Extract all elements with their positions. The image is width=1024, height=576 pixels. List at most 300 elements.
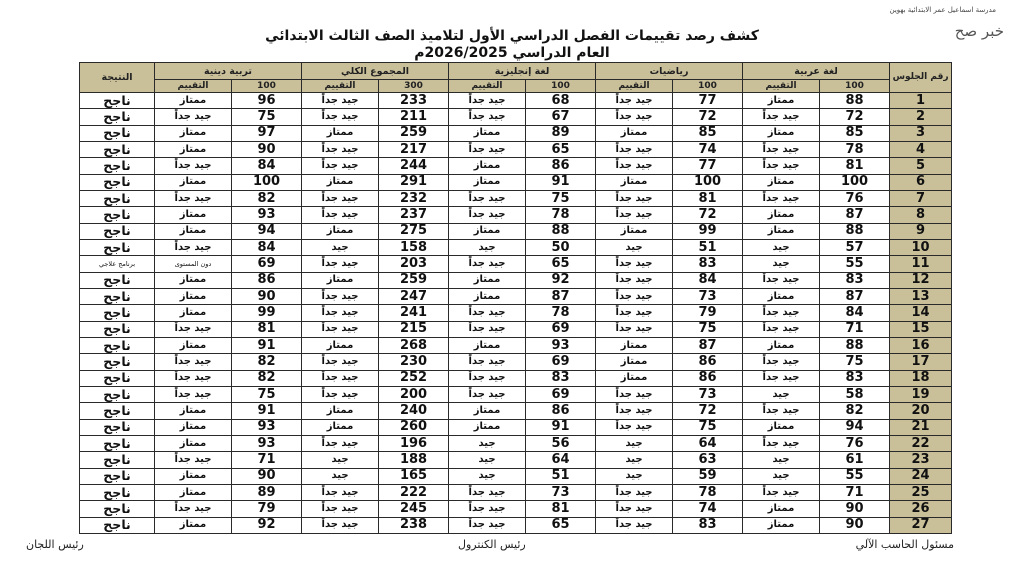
english-grade-cell: جيد جداً xyxy=(449,354,526,370)
seat-number-cell: 23 xyxy=(890,452,952,468)
math-score-cell: 83 xyxy=(673,517,743,533)
religion-grade-cell: ممتاز xyxy=(155,468,232,484)
math-score-cell: 79 xyxy=(673,305,743,321)
religion-score-cell: 91 xyxy=(232,337,302,353)
result-cell: ناجح xyxy=(80,419,155,435)
seat-number-header: رقم الجلوس xyxy=(890,63,952,93)
religion-score-cell: 90 xyxy=(232,141,302,157)
math-grade-cell: ممتاز xyxy=(596,337,673,353)
seat-number-cell: 6 xyxy=(890,174,952,190)
table-row xyxy=(80,125,952,141)
religion-grade-cell: ممتاز xyxy=(155,288,232,304)
arabic-grade-cell: ممتاز xyxy=(743,174,820,190)
seat-number-cell: 4 xyxy=(890,141,952,157)
table-row xyxy=(80,370,952,386)
math-grade-cell: جيد جداً xyxy=(596,288,673,304)
table-row xyxy=(80,419,952,435)
math-grade-cell: جيد جداً xyxy=(596,386,673,402)
arabic-grade-cell: ممتاز xyxy=(743,207,820,223)
english-grade-cell: جيد جداً xyxy=(449,305,526,321)
arabic-score-cell: 83 xyxy=(820,370,890,386)
result-cell: ناجح xyxy=(80,109,155,125)
english-score-cell: 69 xyxy=(526,386,596,402)
result-cell: ناجح xyxy=(80,288,155,304)
total-grade-cell: ممتاز xyxy=(302,419,379,435)
arabic-grade-cell: جيد جداً xyxy=(743,141,820,157)
math-score-cell: 86 xyxy=(673,354,743,370)
arabic-grade-cell: جيد جداً xyxy=(743,403,820,419)
total-score-cell: 233 xyxy=(379,93,449,109)
result-cell: ناجح xyxy=(80,501,155,517)
seat-number-cell: 9 xyxy=(890,223,952,239)
table-row xyxy=(80,484,952,500)
religion-score-cell: 93 xyxy=(232,207,302,223)
english-grade-cell: جيد جداً xyxy=(449,256,526,272)
grade-header: التقييم xyxy=(155,80,232,93)
english-grade-cell: جيد جداً xyxy=(449,207,526,223)
total-grade-cell: جيد جداً xyxy=(302,484,379,500)
arabic-grade-cell: جيد xyxy=(743,452,820,468)
seat-number-cell: 16 xyxy=(890,337,952,353)
table-row xyxy=(80,386,952,402)
total-grade-cell: جيد جداً xyxy=(302,305,379,321)
result-cell: ناجح xyxy=(80,190,155,206)
total-score-cell: 252 xyxy=(379,370,449,386)
math-grade-cell: جيد xyxy=(596,452,673,468)
religion-grade-cell: ممتاز xyxy=(155,337,232,353)
math-grade-cell: جيد xyxy=(596,468,673,484)
arabic-score-cell: 55 xyxy=(820,256,890,272)
total-grade-cell: جيد xyxy=(302,468,379,484)
total-score-cell: 238 xyxy=(379,517,449,533)
total-grade-cell: ممتاز xyxy=(302,272,379,288)
religion-score-cell: 92 xyxy=(232,517,302,533)
math-score-cell: 99 xyxy=(673,223,743,239)
table-row xyxy=(80,501,952,517)
religion-score-cell: 99 xyxy=(232,305,302,321)
religion-grade-cell: ممتاز xyxy=(155,272,232,288)
result-cell: ناجح xyxy=(80,272,155,288)
math-score-cell: 75 xyxy=(673,419,743,435)
religion-score-cell: 91 xyxy=(232,403,302,419)
religion-score-cell: 84 xyxy=(232,239,302,255)
english-score-cell: 89 xyxy=(526,125,596,141)
arabic-grade-cell: جيد جداً xyxy=(743,272,820,288)
total-grade-cell: ممتاز xyxy=(302,337,379,353)
religion-grade-cell: دون المستوى xyxy=(155,256,232,272)
math-grade-cell: جيد جداً xyxy=(596,272,673,288)
result-cell: ناجح xyxy=(80,321,155,337)
math-grade-cell: ممتاز xyxy=(596,223,673,239)
religion-score-cell: 93 xyxy=(232,419,302,435)
math-score-cell: 85 xyxy=(673,125,743,141)
religion-score-cell: 71 xyxy=(232,452,302,468)
religion-score-cell: 82 xyxy=(232,370,302,386)
english-grade-cell: ممتاز xyxy=(449,174,526,190)
result-cell: ناجح xyxy=(80,337,155,353)
math-score-cell: 81 xyxy=(673,190,743,206)
religion-score-cell: 69 xyxy=(232,256,302,272)
page-title: كشف رصد تقييمات الفصل الدراسي الأول لتلاميذ الصف الثالث الابتدائي xyxy=(265,28,759,44)
english-score-cell: 68 xyxy=(526,93,596,109)
seat-number-cell: 17 xyxy=(890,354,952,370)
english-score-cell: 65 xyxy=(526,256,596,272)
religion-grade-cell: ممتاز xyxy=(155,517,232,533)
table-row xyxy=(80,158,952,174)
total-grade-cell: جيد جداً xyxy=(302,435,379,451)
religion-grade-cell: ممتاز xyxy=(155,125,232,141)
religion-grade-cell: ممتاز xyxy=(155,174,232,190)
total-grade-cell: جيد جداً xyxy=(302,93,379,109)
english-grade-cell: جيد جداً xyxy=(449,517,526,533)
religion-score-cell: 94 xyxy=(232,223,302,239)
seat-number-cell: 11 xyxy=(890,256,952,272)
academic-year: العام الدراسي 2026/2025م xyxy=(414,45,610,61)
committees-head-signature: رئيس اللجان xyxy=(26,538,84,551)
math-score-cell: 84 xyxy=(673,272,743,288)
math-score-cell: 86 xyxy=(673,370,743,386)
arabic-grade-cell: جيد xyxy=(743,256,820,272)
math-grade-cell: جيد xyxy=(596,239,673,255)
total-score-cell: 259 xyxy=(379,125,449,141)
table-row xyxy=(80,288,952,304)
math-grade-cell: ممتاز xyxy=(596,125,673,141)
math-score-cell: 59 xyxy=(673,468,743,484)
math-score-cell: 72 xyxy=(673,207,743,223)
table-row xyxy=(80,256,952,272)
grade-header: التقييم xyxy=(449,80,526,93)
subject-header-math: رياضيات xyxy=(596,63,743,80)
math-grade-cell: جيد جداً xyxy=(596,158,673,174)
arabic-score-cell: 88 xyxy=(820,93,890,109)
total-grade-cell: جيد xyxy=(302,239,379,255)
religion-grade-cell: ممتاز xyxy=(155,403,232,419)
english-score-cell: 75 xyxy=(526,190,596,206)
english-score-cell: 50 xyxy=(526,239,596,255)
arabic-score-cell: 58 xyxy=(820,386,890,402)
religion-grade-cell: جيد جداً xyxy=(155,239,232,255)
math-score-cell: 74 xyxy=(673,141,743,157)
max-score-header: 300 xyxy=(379,80,449,93)
arabic-grade-cell: ممتاز xyxy=(743,288,820,304)
result-cell: ناجح xyxy=(80,435,155,451)
arabic-grade-cell: جيد جداً xyxy=(743,158,820,174)
arabic-score-cell: 88 xyxy=(820,223,890,239)
seat-number-cell: 1 xyxy=(890,93,952,109)
religion-grade-cell: جيد جداً xyxy=(155,386,232,402)
arabic-score-cell: 87 xyxy=(820,207,890,223)
total-grade-cell: جيد جداً xyxy=(302,354,379,370)
total-score-cell: 244 xyxy=(379,158,449,174)
math-score-cell: 72 xyxy=(673,403,743,419)
site-watermark: خبر صح xyxy=(954,22,1004,40)
total-score-cell: 275 xyxy=(379,223,449,239)
arabic-grade-cell: ممتاز xyxy=(743,337,820,353)
seat-number-cell: 14 xyxy=(890,305,952,321)
math-grade-cell: ممتاز xyxy=(596,354,673,370)
english-grade-cell: جيد xyxy=(449,435,526,451)
english-grade-cell: ممتاز xyxy=(449,403,526,419)
computer-officer-signature: مسئول الحاسب الآلي xyxy=(855,538,954,551)
math-score-cell: 63 xyxy=(673,452,743,468)
total-grade-cell: جيد جداً xyxy=(302,370,379,386)
total-score-cell: 247 xyxy=(379,288,449,304)
total-score-cell: 217 xyxy=(379,141,449,157)
grade-header: التقييم xyxy=(596,80,673,93)
max-score-header: 100 xyxy=(820,80,890,93)
english-grade-cell: جيد xyxy=(449,239,526,255)
math-score-cell: 74 xyxy=(673,501,743,517)
total-grade-cell: ممتاز xyxy=(302,403,379,419)
arabic-score-cell: 76 xyxy=(820,190,890,206)
seat-number-cell: 25 xyxy=(890,484,952,500)
total-grade-cell: جيد جداً xyxy=(302,256,379,272)
total-grade-cell: جيد جداً xyxy=(302,158,379,174)
english-grade-cell: ممتاز xyxy=(449,272,526,288)
grade-header: التقييم xyxy=(743,80,820,93)
arabic-score-cell: 90 xyxy=(820,517,890,533)
religion-score-cell: 82 xyxy=(232,354,302,370)
math-score-cell: 75 xyxy=(673,321,743,337)
arabic-score-cell: 61 xyxy=(820,452,890,468)
table-row xyxy=(80,272,952,288)
religion-grade-cell: جيد جداً xyxy=(155,354,232,370)
table-row xyxy=(80,190,952,206)
religion-grade-cell: ممتاز xyxy=(155,141,232,157)
result-cell: ناجح xyxy=(80,125,155,141)
religion-grade-cell: ممتاز xyxy=(155,419,232,435)
seat-number-cell: 24 xyxy=(890,468,952,484)
total-score-cell: 237 xyxy=(379,207,449,223)
arabic-grade-cell: جيد xyxy=(743,468,820,484)
english-grade-cell: جيد xyxy=(449,468,526,484)
religion-grade-cell: جيد جداً xyxy=(155,109,232,125)
arabic-grade-cell: جيد جداً xyxy=(743,321,820,337)
result-cell: ناجح xyxy=(80,174,155,190)
seat-number-cell: 7 xyxy=(890,190,952,206)
english-grade-cell: جيد جداً xyxy=(449,484,526,500)
english-score-cell: 93 xyxy=(526,337,596,353)
total-grade-cell: ممتاز xyxy=(302,223,379,239)
arabic-score-cell: 81 xyxy=(820,158,890,174)
english-score-cell: 64 xyxy=(526,452,596,468)
religion-grade-cell: ممتاز xyxy=(155,93,232,109)
math-grade-cell: جيد جداً xyxy=(596,321,673,337)
english-grade-cell: ممتاز xyxy=(449,419,526,435)
seat-number-cell: 10 xyxy=(890,239,952,255)
math-grade-cell: جيد جداً xyxy=(596,93,673,109)
arabic-score-cell: 75 xyxy=(820,354,890,370)
total-score-cell: 245 xyxy=(379,501,449,517)
table-row xyxy=(80,403,952,419)
grade-header: التقييم xyxy=(302,80,379,93)
math-score-cell: 77 xyxy=(673,158,743,174)
math-score-cell: 100 xyxy=(673,174,743,190)
english-score-cell: 91 xyxy=(526,174,596,190)
english-score-cell: 86 xyxy=(526,403,596,419)
seat-number-cell: 26 xyxy=(890,501,952,517)
table-row xyxy=(80,452,952,468)
english-grade-cell: جيد جداً xyxy=(449,501,526,517)
math-score-cell: 51 xyxy=(673,239,743,255)
religion-score-cell: 84 xyxy=(232,158,302,174)
english-grade-cell: جيد جداً xyxy=(449,93,526,109)
math-score-cell: 83 xyxy=(673,256,743,272)
table-row xyxy=(80,435,952,451)
english-score-cell: 69 xyxy=(526,321,596,337)
math-grade-cell: جيد جداً xyxy=(596,419,673,435)
arabic-score-cell: 57 xyxy=(820,239,890,255)
table-row xyxy=(80,321,952,337)
total-score-cell: 230 xyxy=(379,354,449,370)
religion-grade-cell: جيد جداً xyxy=(155,158,232,174)
english-grade-cell: ممتاز xyxy=(449,158,526,174)
math-grade-cell: جيد جداً xyxy=(596,501,673,517)
math-grade-cell: جيد جداً xyxy=(596,256,673,272)
english-grade-cell: جيد جداً xyxy=(449,386,526,402)
result-cell: ناجح xyxy=(80,223,155,239)
result-cell: ناجح xyxy=(80,141,155,157)
arabic-score-cell: 90 xyxy=(820,501,890,517)
total-grade-cell: جيد جداً xyxy=(302,501,379,517)
arabic-score-cell: 55 xyxy=(820,468,890,484)
religion-score-cell: 90 xyxy=(232,288,302,304)
table-row xyxy=(80,223,952,239)
math-score-cell: 64 xyxy=(673,435,743,451)
result-cell: ناجح xyxy=(80,207,155,223)
english-score-cell: 73 xyxy=(526,484,596,500)
religion-score-cell: 82 xyxy=(232,190,302,206)
result-cell: ناجح xyxy=(80,484,155,500)
religion-grade-cell: ممتاز xyxy=(155,207,232,223)
total-score-cell: 240 xyxy=(379,403,449,419)
religion-score-cell: 79 xyxy=(232,501,302,517)
math-grade-cell: جيد جداً xyxy=(596,403,673,419)
english-score-cell: 81 xyxy=(526,501,596,517)
arabic-grade-cell: جيد جداً xyxy=(743,190,820,206)
max-score-header: 100 xyxy=(232,80,302,93)
religion-score-cell: 93 xyxy=(232,435,302,451)
english-score-cell: 92 xyxy=(526,272,596,288)
religion-grade-cell: جيد جداً xyxy=(155,501,232,517)
religion-grade-cell: ممتاز xyxy=(155,435,232,451)
religion-grade-cell: جيد جداً xyxy=(155,190,232,206)
arabic-grade-cell: ممتاز xyxy=(743,93,820,109)
religion-score-cell: 81 xyxy=(232,321,302,337)
table-row xyxy=(80,109,952,125)
english-score-cell: 65 xyxy=(526,517,596,533)
math-score-cell: 73 xyxy=(673,288,743,304)
total-score-cell: 259 xyxy=(379,272,449,288)
english-score-cell: 67 xyxy=(526,109,596,125)
result-header: النتيجة xyxy=(80,63,155,93)
english-grade-cell: جيد جداً xyxy=(449,141,526,157)
english-grade-cell: جيد جداً xyxy=(449,321,526,337)
total-score-cell: 268 xyxy=(379,337,449,353)
arabic-score-cell: 76 xyxy=(820,435,890,451)
total-score-cell: 215 xyxy=(379,321,449,337)
table-row xyxy=(80,174,952,190)
table-row xyxy=(80,517,952,533)
religion-grade-cell: ممتاز xyxy=(155,223,232,239)
max-score-header: 100 xyxy=(526,80,596,93)
seat-number-cell: 13 xyxy=(890,288,952,304)
result-cell: ناجح xyxy=(80,403,155,419)
english-score-cell: 78 xyxy=(526,305,596,321)
math-grade-cell: جيد جداً xyxy=(596,109,673,125)
arabic-grade-cell: جيد جداً xyxy=(743,305,820,321)
religion-grade-cell: جيد جداً xyxy=(155,370,232,386)
seat-number-cell: 5 xyxy=(890,158,952,174)
arabic-score-cell: 71 xyxy=(820,484,890,500)
subject-header-arabic: لغة عربية xyxy=(743,63,890,80)
religion-score-cell: 75 xyxy=(232,109,302,125)
math-grade-cell: جيد جداً xyxy=(596,207,673,223)
table-row xyxy=(80,207,952,223)
arabic-grade-cell: ممتاز xyxy=(743,501,820,517)
result-cell: ناجح xyxy=(80,370,155,386)
english-grade-cell: جيد جداً xyxy=(449,190,526,206)
result-cell: ناجح xyxy=(80,452,155,468)
math-grade-cell: جيد جداً xyxy=(596,190,673,206)
total-grade-cell: جيد xyxy=(302,452,379,468)
total-score-cell: 222 xyxy=(379,484,449,500)
math-grade-cell: جيد جداً xyxy=(596,305,673,321)
english-score-cell: 87 xyxy=(526,288,596,304)
math-score-cell: 77 xyxy=(673,93,743,109)
total-score-cell: 200 xyxy=(379,386,449,402)
result-cell: ناجح xyxy=(80,517,155,533)
total-grade-cell: جيد جداً xyxy=(302,141,379,157)
seat-number-cell: 21 xyxy=(890,419,952,435)
arabic-score-cell: 71 xyxy=(820,321,890,337)
result-cell: ناجح xyxy=(80,93,155,109)
english-score-cell: 56 xyxy=(526,435,596,451)
control-head-signature: رئيس الكنترول xyxy=(458,538,526,551)
arabic-grade-cell: جيد جداً xyxy=(743,354,820,370)
table-row xyxy=(80,239,952,255)
total-score-cell: 260 xyxy=(379,419,449,435)
total-score-cell: 203 xyxy=(379,256,449,272)
english-score-cell: 65 xyxy=(526,141,596,157)
school-name: مدرسة اسماعيل عمر الابتدائية بهوين xyxy=(889,6,996,14)
religion-score-cell: 90 xyxy=(232,468,302,484)
math-score-cell: 73 xyxy=(673,386,743,402)
english-score-cell: 51 xyxy=(526,468,596,484)
religion-score-cell: 96 xyxy=(232,93,302,109)
total-score-cell: 196 xyxy=(379,435,449,451)
english-score-cell: 88 xyxy=(526,223,596,239)
english-grade-cell: جيد xyxy=(449,452,526,468)
total-score-cell: 188 xyxy=(379,452,449,468)
arabic-score-cell: 85 xyxy=(820,125,890,141)
result-cell: ناجح xyxy=(80,158,155,174)
seat-number-cell: 12 xyxy=(890,272,952,288)
table-row xyxy=(80,468,952,484)
result-cell: ناجح xyxy=(80,386,155,402)
arabic-grade-cell: ممتاز xyxy=(743,223,820,239)
total-grade-cell: جيد جداً xyxy=(302,517,379,533)
math-grade-cell: جيد xyxy=(596,435,673,451)
english-grade-cell: جيد جداً xyxy=(449,370,526,386)
seat-number-cell: 20 xyxy=(890,403,952,419)
religion-score-cell: 89 xyxy=(232,484,302,500)
table-row xyxy=(80,354,952,370)
seat-number-cell: 27 xyxy=(890,517,952,533)
result-cell: برنامج علاجي xyxy=(80,256,155,272)
seat-number-cell: 19 xyxy=(890,386,952,402)
seat-number-cell: 2 xyxy=(890,109,952,125)
